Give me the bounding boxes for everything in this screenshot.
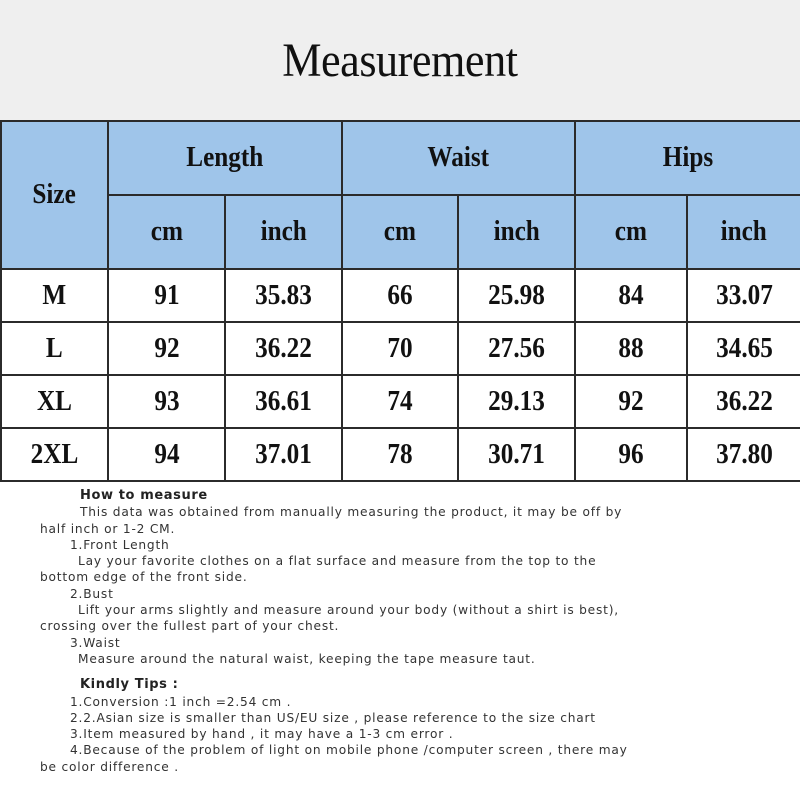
value-cell: 78 [342, 428, 458, 481]
unit-header-row [1, 195, 800, 269]
page-title: Measurement [0, 0, 800, 120]
measure-notes [40, 488, 780, 775]
waist-header: Waist [342, 121, 575, 195]
value-cell: 35.83 [225, 269, 342, 322]
unit-header: inch [458, 195, 575, 269]
size-cell: L [1, 322, 108, 375]
value-cell: 66 [342, 269, 458, 322]
hips-header: Hips [575, 121, 800, 195]
tip-line: 1.Conversion :1 inch =2.54 cm . [70, 694, 292, 709]
note-line: crossing over the fullest part of your chest. [40, 619, 340, 634]
unit-header: cm [108, 195, 225, 269]
value-cell: 91 [108, 269, 225, 322]
bust-heading: 2.Bust [70, 586, 114, 601]
value-cell: 27.56 [458, 322, 575, 375]
value-cell: 92 [575, 375, 687, 428]
size-header: Size [1, 121, 108, 269]
value-cell: 36.22 [687, 375, 800, 428]
tip-line: 2.2.Asian size is smaller than US/EU size , please reference to the size chart [70, 710, 596, 725]
unit-header: inch [225, 195, 342, 269]
value-cell: 34.65 [687, 322, 800, 375]
size-chart-table [0, 120, 800, 482]
value-cell: 29.13 [458, 375, 575, 428]
value-cell: 37.01 [225, 428, 342, 481]
size-cell: M [1, 269, 108, 322]
unit-header: inch [687, 195, 800, 269]
unit-header: cm [342, 195, 458, 269]
value-cell: 70 [342, 322, 458, 375]
kindly-tips-heading: Kindly Tips : [80, 677, 179, 693]
value-cell: 74 [342, 375, 458, 428]
unit-header: cm [575, 195, 687, 269]
tip-line: 3.Item measured by hand , it may have a 1-3 cm error . [70, 727, 454, 742]
note-line: Lift your arms slightly and measure around your body (without a shirt is best), [78, 603, 619, 618]
value-cell: 94 [108, 428, 225, 481]
value-cell: 88 [575, 322, 687, 375]
value-cell: 96 [575, 428, 687, 481]
note-line: Measure around the natural waist, keeping the tape measure taut. [78, 651, 536, 666]
table-row [1, 322, 800, 375]
value-cell: 30.71 [458, 428, 575, 481]
size-cell: XL [1, 375, 108, 428]
length-header: Length [108, 121, 342, 195]
front-length-heading: 1.Front Length [70, 537, 170, 552]
note-line: bottom edge of the front side. [40, 570, 248, 585]
value-cell: 84 [575, 269, 687, 322]
table-row [1, 269, 800, 322]
size-cell: 2XL [1, 428, 108, 481]
tip-line: be color difference . [40, 759, 179, 774]
group-header-row [1, 121, 800, 195]
note-line: half inch or 1-2 CM. [40, 521, 176, 536]
table-row [1, 428, 800, 481]
tip-line: 4.Because of the problem of light on mobile phone /computer screen , there may [70, 743, 628, 758]
value-cell: 92 [108, 322, 225, 375]
value-cell: 25.98 [458, 269, 575, 322]
note-line: Lay your favorite clothes on a flat surface and measure from the top to the [78, 554, 597, 569]
value-cell: 36.22 [225, 322, 342, 375]
value-cell: 36.61 [225, 375, 342, 428]
value-cell: 37.80 [687, 428, 800, 481]
value-cell: 93 [108, 375, 225, 428]
waist-heading: 3.Waist [70, 635, 121, 650]
note-line: This data was obtained from manually measuring the product, it may be off by [80, 505, 623, 520]
value-cell: 33.07 [687, 269, 800, 322]
table-row [1, 375, 800, 428]
how-to-measure-heading: How to measure [80, 488, 208, 503]
